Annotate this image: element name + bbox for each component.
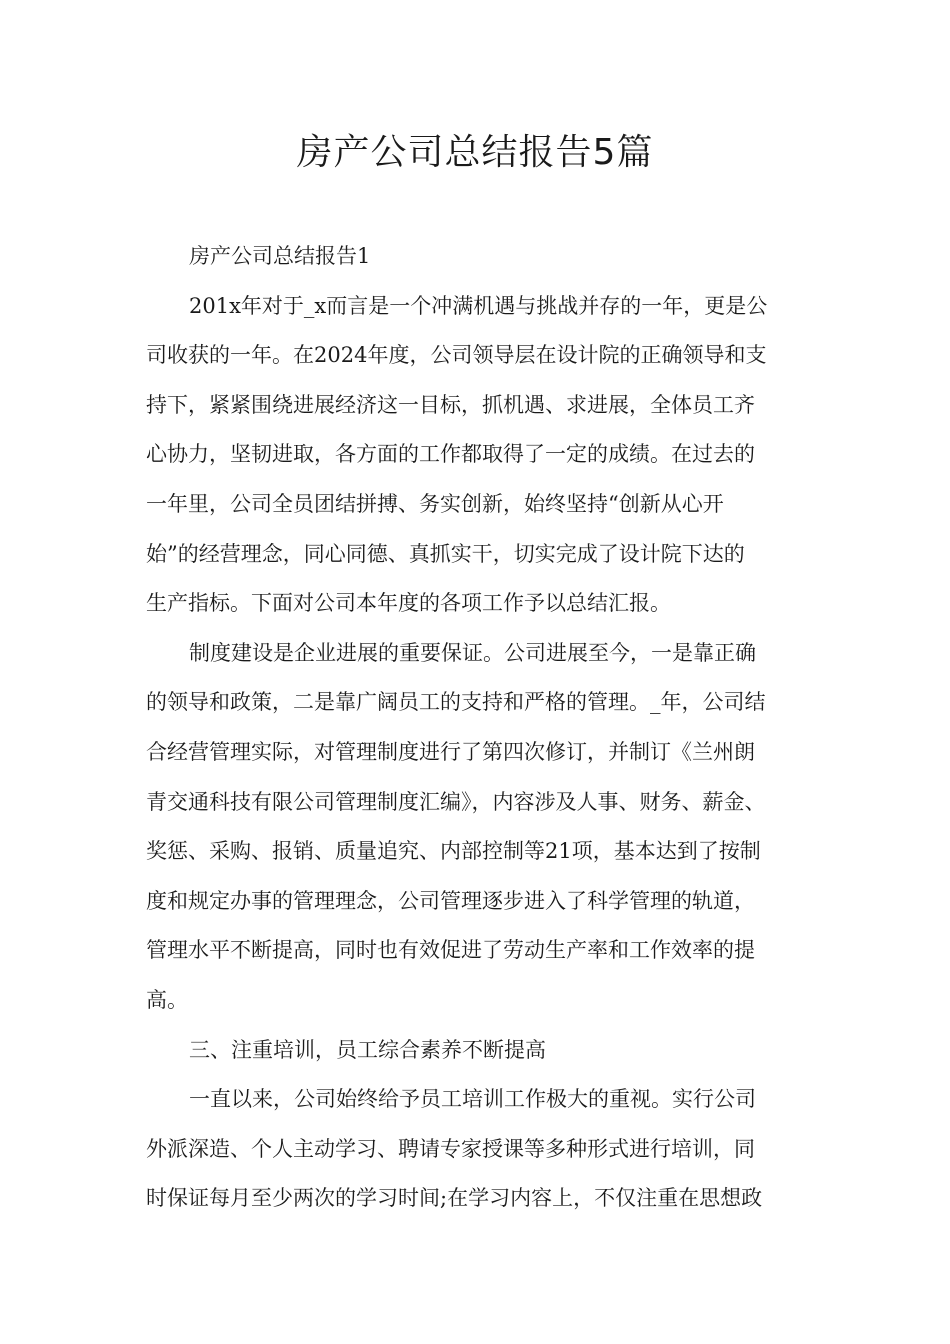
text-line: 合经营管理实际，对管理制度进行了第四次修订，并制订《兰州朗	[146, 739, 755, 764]
text-line: 时保证每月至少两次的学习时间;在学习内容上，不仅注重在思想政	[146, 1186, 763, 1211]
text-line: 度和规定办事的管理理念，公司管理逐步进入了科学管理的轨道，	[146, 888, 755, 913]
text-line: 始”的经营理念，同心同德、真抓实干，切实完成了设计院下达的	[146, 541, 745, 566]
text-line: 制度建设是企业进展的重要保证。公司进展至今，一是靠正确	[189, 640, 756, 665]
text-line: 管理水平不断提高，同时也有效促进了劳动生产率和工作效率的提	[146, 938, 755, 963]
text-line: 持下，紧紧围绕进展经济这一目标，抓机遇、求进展，全体员工齐	[146, 392, 755, 417]
text-line: 201x年对于_x而言是一个冲满机遇与挑战并存的一年，更是公	[189, 293, 768, 318]
text-line: 房产公司总结报告1	[189, 244, 371, 268]
document-title: 房产公司总结报告5篇	[296, 132, 654, 173]
text-line: 奖惩、采购、报销、质量追究、内部控制等21项，基本达到了按制	[146, 839, 761, 864]
text-line: 三、注重培训，员工综合素养不断提高	[189, 1037, 546, 1062]
text-line: 司收获的一年。在2024年度，公司领导层在设计院的正确领导和支	[146, 343, 767, 368]
text-line: 高。	[146, 987, 188, 1012]
document-body	[146, 232, 822, 1224]
text-line: 生产指标。下面对公司本年度的各项工作予以总结汇报。	[146, 591, 671, 616]
text-line: 一年里，公司全员团结拼搏、务实创新，始终坚持“创新从心开	[146, 491, 724, 516]
text-line: 心协力，坚韧进取，各方面的工作都取得了一定的成绩。在过去的	[146, 442, 755, 467]
text-line: 外派深造、个人主动学习、聘请专家授课等多种形式进行培训，同	[146, 1136, 755, 1161]
text-line: 的领导和政策，二是靠广阔员工的支持和严格的管理。_年，公司结	[146, 690, 766, 715]
text-line: 一直以来，公司始终给予员工培训工作极大的重视。实行公司	[189, 1087, 756, 1112]
text-line: 青交通科技有限公司管理制度汇编》，内容涉及人事、财务、薪金、	[146, 789, 766, 814]
